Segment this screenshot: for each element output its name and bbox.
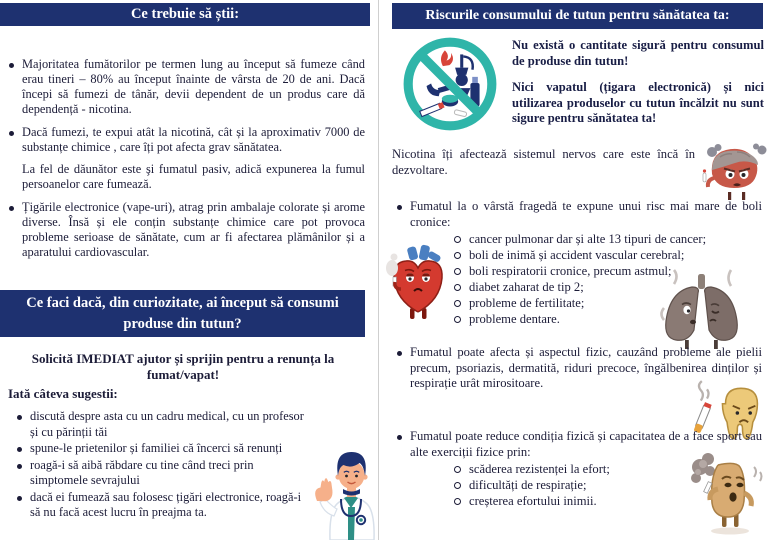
list-item [16,441,306,457]
bullet-icon [17,496,22,501]
sad-smoky-lungs-characters-icon [654,268,749,352]
circle-bullet-icon [454,466,461,473]
list-item [396,199,762,230]
bullet-icon [17,415,22,420]
intro-bullet-list [8,57,365,260]
bullet-icon [397,205,402,210]
list-item [452,461,610,477]
risk-physical-text: Fumatul poate afecta și aspectul fizic, cauzând probleme ale pielii precum, psoriazis, dermatită, riduri precoce, îngălbenirea dinților și respirație urât mirositoare. [410,345,762,390]
bullet-text: scăderea rezistenței la efort; [469,462,610,476]
bullet-icon [397,435,402,440]
vaping-not-safe-text: Nici vapatul (țigara electronică) și nici utilizarea produselor cu tutun încălzit nu sunt sigure pentru sănătatea ta! [512,80,764,125]
bullet-text: discută despre asta cu un cadru medical, cu un profesor și cu părinții tăi [30,409,304,439]
list-item [8,57,365,117]
bullet-text: dacă ei fumează sau folosesc țigări electronice, roagă-i să nu facă acest lucru în preajma ta. [30,489,302,519]
list-item [452,477,610,493]
bullet-text: diabet zaharat de tip 2; [469,280,584,294]
waving-doctor-character-icon [310,436,392,540]
sad-smoking-brain-character-icon [700,140,772,204]
list-item [16,409,306,440]
circle-bullet-icon [454,236,461,243]
bullet-text: dificultăți de respirație; [469,478,587,492]
bullet-text: probleme dentare. [469,312,560,326]
bullet-text: roagă-i să aibă răbdare cu tine când treci prin simptomele sevrajului [30,457,254,487]
list-item [452,247,706,263]
right-header-risks [392,3,763,29]
bullet-text: Majoritatea fumătorilor pe termen lung au început să fumeze când erau tineri – 80% au început înainte de vârsta de 20 de ani. Dacă începi să fumezi de tânăr, devii dependent de un produs care dă dependență - nicotina. [22,57,365,116]
bullet-text: spune-le prietenilor și familiei că încerci să renunți [30,441,283,455]
cta-seek-help: Solicită IMEDIAT ajutor și sprijin pentru a renunța la fumat/vapat! [31,351,335,382]
suggestions-list [16,409,306,521]
circle-bullet-icon [454,482,461,489]
list-item [8,125,365,155]
sad-smoking-heart-character-icon [384,242,452,322]
bullet-text: probleme de fertilitate; [469,296,585,310]
no-safe-quantity-text: Nu există o cantitate sigură pentru consumul de produse din tutun! [512,38,764,68]
no-smoking-products-icon [399,33,501,135]
header-text: Riscurile consumului de tutun pentru sănătatea ta: [425,8,730,23]
circle-bullet-icon [454,284,461,291]
risk-fitness-text: Fumatul poate reduce condiția fizică și capacitatea de a face sport sau alte exerciții fizice prin: [410,429,762,459]
circle-bullet-icon [454,498,461,505]
bullet-icon [9,63,14,68]
suggestions-title: Iată câteva sugestii: [8,386,118,401]
nicotine-note-text: Nicotina îți afectează sistemul nervos care este încă în dezvoltare. [392,147,695,177]
list-item [452,231,706,247]
fitness-effects-list [452,461,610,509]
bullet-icon [17,447,22,452]
header-text: Ce trebuie să știi: [130,6,240,22]
list-item [8,200,365,260]
bullet-text: Țigările electronice (vape-uri), atrag prin ambalaje colorate și arome diverse. Însă și ele conțin substanțe chimice care pot provoca probleme serioase de sănătate, cum ar fi afectarea plămânilor și a aparatului cardiovascular. [22,200,365,259]
list-item [16,490,306,521]
circle-bullet-icon [454,300,461,307]
risk-young-age-text: Fumatul la o vârstă fragedă te expune unui risc mai mare de boli cronice: [410,199,762,229]
bullet-icon [9,131,14,136]
bullet-text: cancer pulmonar dar și alte 13 tipuri de cancer; [469,232,707,246]
bullet-text: boli de inimă și accident vascular cerebral; [469,248,685,262]
bullet-icon [9,206,14,211]
left-header-what-to-do [0,290,365,337]
bullet-text: creșterea efortului inimii. [469,494,597,508]
bullet-icon [17,464,22,469]
circle-bullet-icon [454,252,461,259]
circle-bullet-icon [454,316,461,323]
passive-smoking-note: La fel de dăunător este şi fumatul pasiv, adică expunerea la fumul persoanelor care fumează. [22,162,365,191]
circle-bullet-icon [454,268,461,275]
list-item [16,458,306,489]
left-header-what-you-need-to-know [0,3,370,26]
list-item [452,493,610,509]
bullet-icon [397,351,402,356]
bullet-text: boli respiratorii cronice, precum astmul; [469,264,672,278]
bullet-text: Dacă fumezi, te expui atât la nicotină, cât și la aproximativ 7000 de substanțe chimice , care îți pot afecta grav sănătatea. [22,125,365,154]
sad-cigarette-butt-character-icon [670,446,770,538]
header-text: Ce faci dacă, din curiozitate, ai început să consumi produse din tutun? [26,294,339,332]
